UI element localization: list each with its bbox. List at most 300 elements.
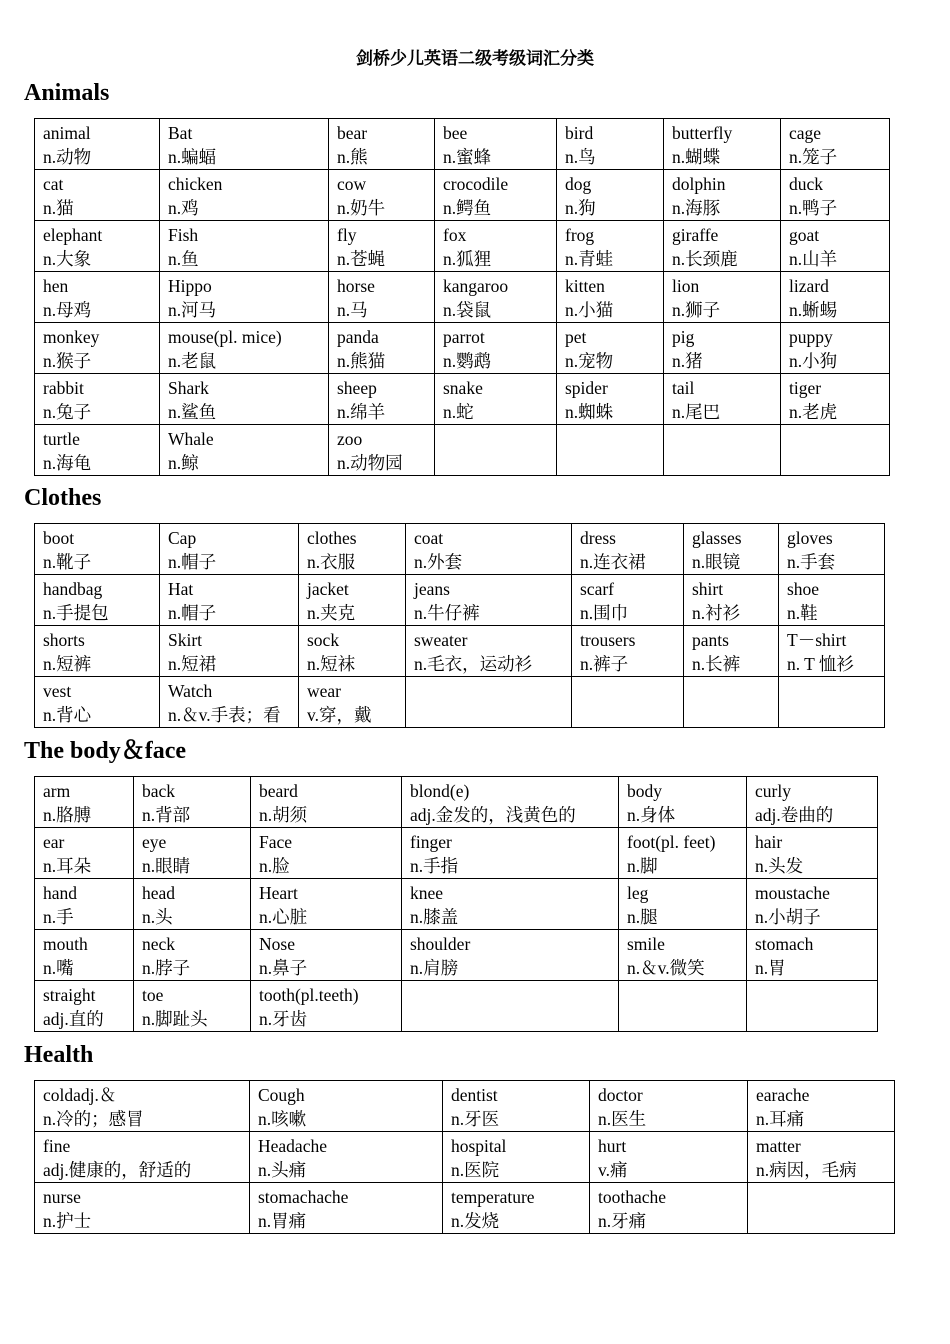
vocab-word: hurt bbox=[598, 1136, 627, 1156]
vocab-word: chicken bbox=[168, 174, 223, 194]
vocab-cell bbox=[35, 879, 134, 930]
vocab-word: panda bbox=[337, 327, 379, 347]
vocab-cell bbox=[748, 1183, 895, 1234]
vocab-cell bbox=[572, 575, 684, 626]
table-row bbox=[35, 626, 885, 677]
vocab-cell bbox=[402, 828, 619, 879]
vocab-cell bbox=[134, 879, 251, 930]
vocab-meaning: n.海龟 bbox=[43, 453, 92, 473]
vocab-word: jacket bbox=[307, 579, 349, 599]
vocab-word: sock bbox=[307, 630, 340, 650]
vocab-meaning: n.＆v.微笑 bbox=[627, 958, 705, 978]
vocab-cell bbox=[250, 1132, 443, 1183]
vocab-word: pet bbox=[565, 327, 587, 347]
vocab-meaning: n.衬衫 bbox=[692, 603, 741, 623]
vocab-word: bird bbox=[565, 123, 594, 143]
vocab-cell bbox=[664, 425, 781, 476]
vocab-word: sweater bbox=[414, 630, 468, 650]
vocab-meaning: n.身体 bbox=[627, 805, 676, 825]
vocab-meaning: n.心脏 bbox=[259, 907, 308, 927]
table-row bbox=[35, 524, 885, 575]
table-row bbox=[35, 374, 890, 425]
vocab-word: shoe bbox=[787, 579, 820, 599]
vocab-cell bbox=[557, 170, 664, 221]
vocab-cell bbox=[781, 425, 890, 476]
vocab-cell bbox=[781, 119, 890, 170]
vocab-cell bbox=[557, 323, 664, 374]
vocab-meaning: n.狐狸 bbox=[443, 249, 492, 269]
vocab-word: stomachache bbox=[258, 1187, 349, 1207]
vocab-cell bbox=[557, 221, 664, 272]
table-row bbox=[35, 1183, 895, 1234]
health-vocab-table bbox=[34, 1080, 895, 1234]
vocab-cell bbox=[435, 425, 557, 476]
vocab-word: mouth bbox=[43, 934, 88, 954]
vocab-meaning: n.靴子 bbox=[43, 552, 92, 572]
vocab-meaning: n.帽子 bbox=[168, 603, 217, 623]
vocab-cell bbox=[779, 626, 885, 677]
vocab-meaning: n.连衣裙 bbox=[580, 552, 646, 572]
vocab-meaning: n.尾巴 bbox=[672, 402, 721, 422]
vocab-word: blond(e) bbox=[410, 781, 470, 801]
vocab-meaning: n.鸟 bbox=[565, 147, 596, 167]
vocab-meaning: n.鲨鱼 bbox=[168, 402, 217, 422]
vocab-cell bbox=[684, 677, 779, 728]
vocab-cell bbox=[443, 1132, 590, 1183]
vocab-word: stomach bbox=[755, 934, 814, 954]
vocab-cell bbox=[664, 272, 781, 323]
vocab-cell bbox=[402, 777, 619, 828]
vocab-cell bbox=[779, 677, 885, 728]
vocab-meaning: n.裤子 bbox=[580, 654, 629, 674]
vocab-meaning: n.熊 bbox=[337, 147, 368, 167]
vocab-word: toothache bbox=[598, 1187, 667, 1207]
vocab-cell bbox=[134, 777, 251, 828]
vocab-meaning: n.宠物 bbox=[565, 351, 614, 371]
vocab-word: shorts bbox=[43, 630, 85, 650]
vocab-word: goat bbox=[789, 225, 820, 245]
vocab-cell bbox=[160, 170, 329, 221]
vocab-cell bbox=[664, 119, 781, 170]
vocab-cell bbox=[402, 981, 619, 1032]
vocab-word: glasses bbox=[692, 528, 742, 548]
vocab-cell bbox=[748, 1081, 895, 1132]
vocab-cell bbox=[664, 374, 781, 425]
vocab-word: elephant bbox=[43, 225, 103, 245]
vocab-cell bbox=[35, 425, 160, 476]
section-heading-health: Health bbox=[24, 1042, 94, 1068]
vocab-meaning: n.鹦鹉 bbox=[443, 351, 492, 371]
clothes-vocab-table bbox=[34, 523, 885, 728]
vocab-cell bbox=[329, 221, 435, 272]
vocab-meaning: n.袋鼠 bbox=[443, 300, 492, 320]
vocab-cell bbox=[557, 119, 664, 170]
vocab-meaning: n.猪 bbox=[672, 351, 703, 371]
vocab-word: Hat bbox=[168, 579, 194, 599]
vocab-cell bbox=[160, 119, 329, 170]
vocab-cell bbox=[250, 1081, 443, 1132]
vocab-word: tiger bbox=[789, 378, 822, 398]
vocab-cell bbox=[35, 272, 160, 323]
vocab-word: finger bbox=[410, 832, 452, 852]
vocab-meaning: n.脖子 bbox=[142, 958, 191, 978]
vocab-cell bbox=[160, 272, 329, 323]
vocab-word: fine bbox=[43, 1136, 71, 1156]
vocab-cell bbox=[619, 828, 747, 879]
vocab-word: cage bbox=[789, 123, 822, 143]
vocab-cell bbox=[35, 1132, 250, 1183]
vocab-cell bbox=[299, 575, 406, 626]
vocab-meaning: n.咳嗽 bbox=[258, 1109, 307, 1129]
vocab-meaning: n.小狗 bbox=[789, 351, 838, 371]
vocab-word: handbag bbox=[43, 579, 103, 599]
vocab-cell bbox=[747, 828, 878, 879]
vocab-meaning: n.鞋 bbox=[787, 603, 818, 623]
vocab-meaning: n.胃 bbox=[755, 958, 786, 978]
vocab-word: clothes bbox=[307, 528, 357, 548]
vocab-cell bbox=[443, 1183, 590, 1234]
vocab-word: Cap bbox=[168, 528, 197, 548]
vocab-cell bbox=[134, 828, 251, 879]
section-heading-clothes: Clothes bbox=[24, 485, 102, 511]
vocab-cell bbox=[160, 425, 329, 476]
vocab-meaning: n.猴子 bbox=[43, 351, 92, 371]
vocab-meaning: n.奶牛 bbox=[337, 198, 386, 218]
vocab-cell bbox=[619, 981, 747, 1032]
vocab-cell bbox=[251, 879, 402, 930]
vocab-word: gloves bbox=[787, 528, 833, 548]
table-row bbox=[35, 981, 878, 1032]
vocab-cell bbox=[35, 930, 134, 981]
vocab-word: beard bbox=[259, 781, 298, 801]
vocab-cell bbox=[684, 524, 779, 575]
body-face-vocab-table bbox=[34, 776, 878, 1032]
table-row bbox=[35, 119, 890, 170]
vocab-word: coldadj.＆ bbox=[43, 1085, 117, 1105]
vocab-meaning: n.短裙 bbox=[168, 654, 217, 674]
vocab-meaning: n.鳄鱼 bbox=[443, 198, 492, 218]
vocab-word: Hippo bbox=[168, 276, 212, 296]
vocab-meaning: n.蛇 bbox=[443, 402, 474, 422]
animals-vocab-table bbox=[34, 118, 890, 476]
vocab-word: jeans bbox=[414, 579, 450, 599]
vocab-word: Shark bbox=[168, 378, 209, 398]
vocab-cell bbox=[781, 221, 890, 272]
vocab-word: earache bbox=[756, 1085, 810, 1105]
vocab-word: cat bbox=[43, 174, 64, 194]
vocab-meaning: n.海豚 bbox=[672, 198, 721, 218]
vocab-meaning: n.动物园 bbox=[337, 453, 403, 473]
vocab-meaning: n.医生 bbox=[598, 1109, 647, 1129]
vocab-word: dress bbox=[580, 528, 616, 548]
vocab-word: hand bbox=[43, 883, 78, 903]
vocab-cell bbox=[406, 626, 572, 677]
table-row bbox=[35, 575, 885, 626]
vocab-meaning: n.脸 bbox=[259, 856, 290, 876]
vocab-meaning: n.山羊 bbox=[789, 249, 838, 269]
table-row bbox=[35, 323, 890, 374]
vocab-cell bbox=[781, 374, 890, 425]
vocab-meaning: n.蝙蝠 bbox=[168, 147, 217, 167]
vocab-cell bbox=[251, 828, 402, 879]
vocab-meaning: n.蜜蜂 bbox=[443, 147, 492, 167]
vocab-word: Heart bbox=[259, 883, 298, 903]
vocab-meaning: n.母鸡 bbox=[43, 300, 92, 320]
vocab-word: snake bbox=[443, 378, 483, 398]
vocab-word: tail bbox=[672, 378, 695, 398]
vocab-word: matter bbox=[756, 1136, 801, 1156]
vocab-meaning: n.长颈鹿 bbox=[672, 249, 738, 269]
vocab-meaning: n.牙痛 bbox=[598, 1211, 647, 1231]
vocab-word: Headache bbox=[258, 1136, 327, 1156]
vocab-meaning: n.头 bbox=[142, 907, 173, 927]
table-row bbox=[35, 777, 878, 828]
vocab-word: dolphin bbox=[672, 174, 726, 194]
vocab-cell bbox=[572, 524, 684, 575]
vocab-meaning: n.蜥蜴 bbox=[789, 300, 838, 320]
vocab-meaning: n.膝盖 bbox=[410, 907, 459, 927]
vocab-cell bbox=[402, 930, 619, 981]
vocab-word: animal bbox=[43, 123, 91, 143]
vocab-cell bbox=[160, 524, 299, 575]
vocab-word: duck bbox=[789, 174, 824, 194]
table-row bbox=[35, 828, 878, 879]
vocab-word: spider bbox=[565, 378, 608, 398]
table-row bbox=[35, 1081, 895, 1132]
vocab-meaning: n.短裤 bbox=[43, 654, 92, 674]
vocab-word: boot bbox=[43, 528, 75, 548]
vocab-meaning: n.耳朵 bbox=[43, 856, 92, 876]
vocab-meaning: v.痛 bbox=[598, 1160, 628, 1180]
vocab-cell bbox=[329, 170, 435, 221]
vocab-meaning: n.手指 bbox=[410, 856, 459, 876]
vocab-cell bbox=[299, 677, 406, 728]
vocab-word: Cough bbox=[258, 1085, 305, 1105]
vocab-word: lizard bbox=[789, 276, 829, 296]
vocab-word: ear bbox=[43, 832, 65, 852]
vocab-cell bbox=[329, 425, 435, 476]
vocab-cell bbox=[619, 777, 747, 828]
vocab-word: hen bbox=[43, 276, 69, 296]
vocab-word: bee bbox=[443, 123, 468, 143]
vocab-word: Bat bbox=[168, 123, 193, 143]
vocab-meaning: n.鸭子 bbox=[789, 198, 838, 218]
vocab-cell bbox=[35, 575, 160, 626]
vocab-word: Face bbox=[259, 832, 293, 852]
vocab-cell bbox=[134, 981, 251, 1032]
vocab-cell bbox=[35, 524, 160, 575]
table-row bbox=[35, 1132, 895, 1183]
vocab-cell bbox=[251, 981, 402, 1032]
vocab-meaning: n.狗 bbox=[565, 198, 596, 218]
vocab-cell bbox=[251, 777, 402, 828]
vocab-word: pig bbox=[672, 327, 695, 347]
vocab-word: trousers bbox=[580, 630, 636, 650]
vocab-cell bbox=[160, 323, 329, 374]
vocab-meaning: n.蜘蛛 bbox=[565, 402, 614, 422]
vocab-word: Nose bbox=[259, 934, 295, 954]
vocab-meaning: adj.卷曲的 bbox=[755, 805, 834, 825]
vocab-word: Watch bbox=[168, 681, 213, 701]
vocab-meaning: n.头发 bbox=[755, 856, 804, 876]
vocab-cell bbox=[299, 626, 406, 677]
vocab-word: Fish bbox=[168, 225, 199, 245]
vocab-word: monkey bbox=[43, 327, 100, 347]
vocab-cell bbox=[402, 879, 619, 930]
vocab-meaning: n.脚 bbox=[627, 856, 658, 876]
vocab-meaning: n.河马 bbox=[168, 300, 217, 320]
vocab-cell bbox=[619, 879, 747, 930]
vocab-cell bbox=[35, 1081, 250, 1132]
vocab-cell bbox=[329, 272, 435, 323]
vocab-cell bbox=[35, 828, 134, 879]
vocab-cell bbox=[35, 119, 160, 170]
vocab-cell bbox=[684, 626, 779, 677]
vocab-meaning: n.嘴 bbox=[43, 958, 74, 978]
vocab-word: cow bbox=[337, 174, 367, 194]
vocab-cell bbox=[619, 930, 747, 981]
vocab-cell bbox=[160, 677, 299, 728]
vocab-meaning: n.猫 bbox=[43, 198, 74, 218]
vocab-meaning: n.鸡 bbox=[168, 198, 199, 218]
vocab-word: vest bbox=[43, 681, 72, 701]
vocab-word: kangaroo bbox=[443, 276, 509, 296]
vocab-cell bbox=[557, 425, 664, 476]
vocab-meaning: n.夹克 bbox=[307, 603, 356, 623]
vocab-cell bbox=[435, 119, 557, 170]
vocab-word: straight bbox=[43, 985, 96, 1005]
vocab-word: Whale bbox=[168, 429, 214, 449]
vocab-cell bbox=[35, 677, 160, 728]
vocab-meaning: v.穿，戴 bbox=[307, 705, 372, 725]
vocab-meaning: n.牙医 bbox=[451, 1109, 500, 1129]
vocab-cell bbox=[435, 170, 557, 221]
vocab-word: Skirt bbox=[168, 630, 203, 650]
vocab-meaning: n.牙齿 bbox=[259, 1009, 308, 1029]
vocab-cell bbox=[435, 374, 557, 425]
vocab-cell bbox=[35, 981, 134, 1032]
vocab-meaning: n.笼子 bbox=[789, 147, 838, 167]
vocab-word: curly bbox=[755, 781, 791, 801]
vocab-word: zoo bbox=[337, 429, 363, 449]
vocab-cell bbox=[299, 524, 406, 575]
vocab-cell bbox=[781, 170, 890, 221]
vocab-meaning: n.外套 bbox=[414, 552, 463, 572]
vocab-meaning: n.短袜 bbox=[307, 654, 356, 674]
vocab-cell bbox=[251, 930, 402, 981]
vocab-cell bbox=[779, 575, 885, 626]
vocab-meaning: n.胃痛 bbox=[258, 1211, 307, 1231]
vocab-cell bbox=[557, 374, 664, 425]
vocab-meaning: adj.直的 bbox=[43, 1009, 104, 1029]
vocab-meaning: n.小胡子 bbox=[755, 907, 821, 927]
vocab-word: fox bbox=[443, 225, 467, 245]
vocab-cell bbox=[160, 221, 329, 272]
vocab-cell bbox=[779, 524, 885, 575]
vocab-meaning: n.头痛 bbox=[258, 1160, 307, 1180]
vocab-word: crocodile bbox=[443, 174, 509, 194]
vocab-cell bbox=[781, 323, 890, 374]
table-row bbox=[35, 879, 878, 930]
vocab-cell bbox=[35, 626, 160, 677]
vocab-word: shirt bbox=[692, 579, 724, 599]
vocab-cell bbox=[435, 323, 557, 374]
vocab-word: body bbox=[627, 781, 662, 801]
vocab-meaning: n.病因，毛病 bbox=[756, 1160, 857, 1180]
vocab-meaning: n.老鼠 bbox=[168, 351, 217, 371]
vocab-meaning: n.耳痛 bbox=[756, 1109, 805, 1129]
vocab-word: shoulder bbox=[410, 934, 471, 954]
vocab-word: bear bbox=[337, 123, 368, 143]
vocab-meaning: n.围巾 bbox=[580, 603, 629, 623]
vocab-cell bbox=[572, 626, 684, 677]
vocab-word: eye bbox=[142, 832, 167, 852]
vocab-meaning: n.眼镜 bbox=[692, 552, 741, 572]
vocab-cell bbox=[590, 1081, 748, 1132]
vocab-meaning: n.绵羊 bbox=[337, 402, 386, 422]
vocab-word: smile bbox=[627, 934, 665, 954]
vocab-cell bbox=[329, 119, 435, 170]
vocab-word: nurse bbox=[43, 1187, 81, 1207]
vocab-word: pants bbox=[692, 630, 729, 650]
vocab-word: turtle bbox=[43, 429, 80, 449]
vocab-meaning: n.背心 bbox=[43, 705, 92, 725]
vocab-word: hospital bbox=[451, 1136, 507, 1156]
vocab-word: T－shirt bbox=[787, 630, 847, 650]
vocab-meaning: n.胳膊 bbox=[43, 805, 92, 825]
vocab-meaning: n.鱼 bbox=[168, 249, 199, 269]
vocab-cell bbox=[747, 930, 878, 981]
vocab-cell bbox=[35, 777, 134, 828]
vocab-meaning: n.兔子 bbox=[43, 402, 92, 422]
vocab-cell bbox=[250, 1183, 443, 1234]
vocab-cell bbox=[748, 1132, 895, 1183]
vocab-meaning: n.胡须 bbox=[259, 805, 308, 825]
vocab-cell bbox=[747, 981, 878, 1032]
vocab-meaning: n.狮子 bbox=[672, 300, 721, 320]
vocab-cell bbox=[160, 575, 299, 626]
vocab-word: arm bbox=[43, 781, 71, 801]
vocab-word: wear bbox=[307, 681, 342, 701]
table-row bbox=[35, 930, 878, 981]
vocab-meaning: n.手提包 bbox=[43, 603, 109, 623]
vocab-meaning: n.眼睛 bbox=[142, 856, 191, 876]
vocab-word: giraffe bbox=[672, 225, 719, 245]
vocab-word: puppy bbox=[789, 327, 833, 347]
vocab-cell bbox=[435, 221, 557, 272]
vocab-cell bbox=[747, 777, 878, 828]
vocab-cell bbox=[406, 677, 572, 728]
vocab-cell bbox=[329, 323, 435, 374]
vocab-meaning: n.长裤 bbox=[692, 654, 741, 674]
vocab-meaning: n.老虎 bbox=[789, 402, 838, 422]
vocab-meaning: n.腿 bbox=[627, 907, 658, 927]
vocab-meaning: n.毛衣，运动衫 bbox=[414, 654, 533, 674]
vocab-meaning: n.医院 bbox=[451, 1160, 500, 1180]
vocab-meaning: n.马 bbox=[337, 300, 368, 320]
vocab-cell bbox=[443, 1081, 590, 1132]
vocab-word: parrot bbox=[443, 327, 485, 347]
vocab-word: foot(pl. feet) bbox=[627, 832, 716, 852]
table-row bbox=[35, 677, 885, 728]
vocab-meaning: n.衣服 bbox=[307, 552, 356, 572]
vocab-word: mouse(pl. mice) bbox=[168, 327, 282, 347]
vocab-cell bbox=[134, 930, 251, 981]
table-row bbox=[35, 425, 890, 476]
vocab-word: hair bbox=[755, 832, 783, 852]
vocab-cell bbox=[684, 575, 779, 626]
vocab-word: rabbit bbox=[43, 378, 84, 398]
